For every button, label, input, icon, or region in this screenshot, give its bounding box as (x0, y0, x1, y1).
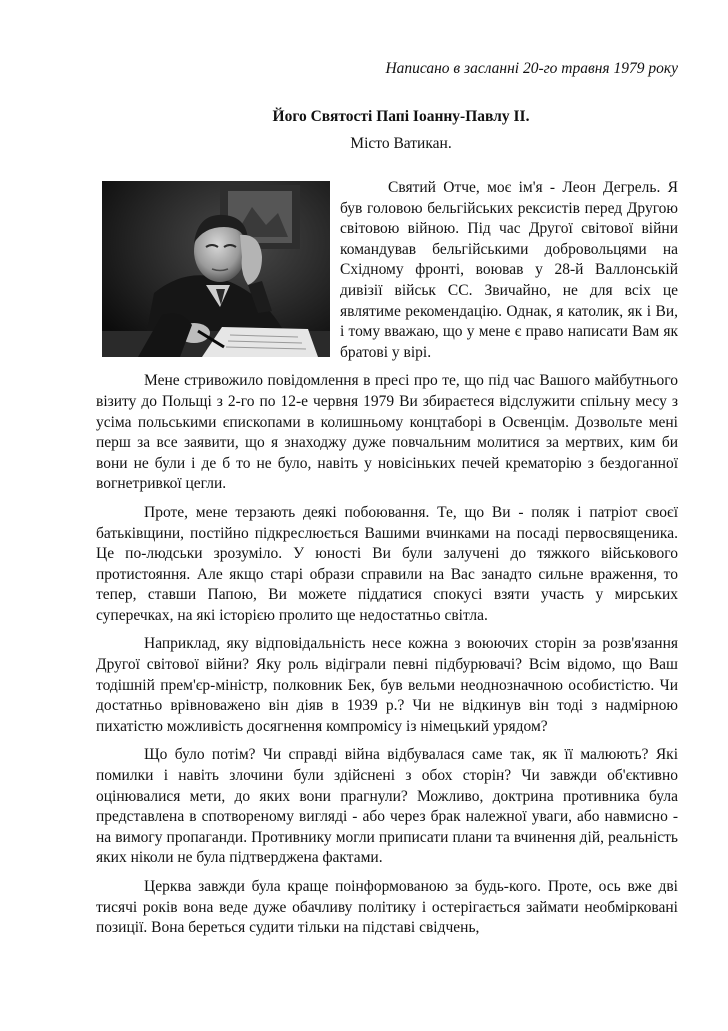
date-line: Написано в засланні 20-го травня 1979 року (385, 60, 678, 77)
paragraph-3: Проте, мене терзають деякі побоювання. Те, що Ви - поляк і патріот своєї батьківщини, постійно підкреслюється Вашими вчинками на посаді первосвященика. Це по-людськи зрозуміло. У юності Ви були залучені до тяжкого військового протистояння. Але якщо старі образи справили на Вас занадто сильне враження, то тепер, ставши Папою, Ви можете піддатися спокусі взяти участь у мирських суперечках, на які історією пролито ще недостатньо світла. (96, 503, 678, 624)
place-line: Місто Ватикан. (350, 135, 452, 152)
paragraph-4: Наприклад, яку відповідальність несе кожна з воюючих сторін за розв'язання Другої світової війни? Яку роль відіграли певні підбурювачі? Всім відомо, що Ваш тодішній прем'єр-міністр, полковник Бек, був вельми неоднозначною особистістю. Чи достатньо врівноважено він діяв в 1939 р.? Чи не відкинув він тоді з надмірною пихатістю можливість досягнення компромісу із німецький урядом? (96, 635, 678, 735)
paragraph-5: Що було потім? Чи справді війна відбувалася саме так, як її малюють? Які помилки і навіть злочини були здійснені з обох сторін? Чи завжди об'єктивно оцінювалися мети, до яких вони прагнули? Можливо, доктрина противника була представлена в спотвореному вигляді - або через брак належної уваги, або навмисно - на вимогу пропаганди. Противнику могли приписати плани та вчинення дій, реальність яких ніколи не була підтверджена фактами. (96, 746, 678, 867)
paragraph-1: Святий Отче, моє ім'я - Леон Дегрель. Я був головою бельгійських рексистів перед Другою світовою війною. Під час Другої світової війни командував бельгійськими добровольцями на Східному фронті, воював у 28-й Валлонській дивізії військ СС. Звичайно, не для всіх це являтиме рекомендацію. Однак, я католик, як і Ви, і тому вважаю, що у мене є право написати Вам як братові у вірі. (340, 179, 678, 361)
author-photo (102, 181, 330, 357)
paragraph-2: Мене стривожило повідомлення в пресі про те, що під час Вашого майбутнього візиту до Польщі з 2-го по 12-е червня 1979 Ви збираєтеся відслужити спільну месу з усіма польськими єпископами в колишньому концтаборі в Освенцім. Дозвольте мені перш за все заявити, що я знаходжу дуже повчальним молитися за мертвих, ким би вони не були і де б то не було, навіть у новісіньких печей крематорію з бездоганної вогнетривкої цегли. (96, 372, 678, 493)
addressee: Його Святості Папі Іоанну-Павлу II. (272, 108, 530, 125)
paragraph-6: Церква завжди була краще поінформованою за будь-кого. Проте, ось вже дві тисячі років вона веде дуже обачливу політику і остерігається займати необмірковані позиції. Вона береться судити тільки на підставі свідчень, (96, 878, 678, 937)
letter-body (96, 178, 678, 947)
